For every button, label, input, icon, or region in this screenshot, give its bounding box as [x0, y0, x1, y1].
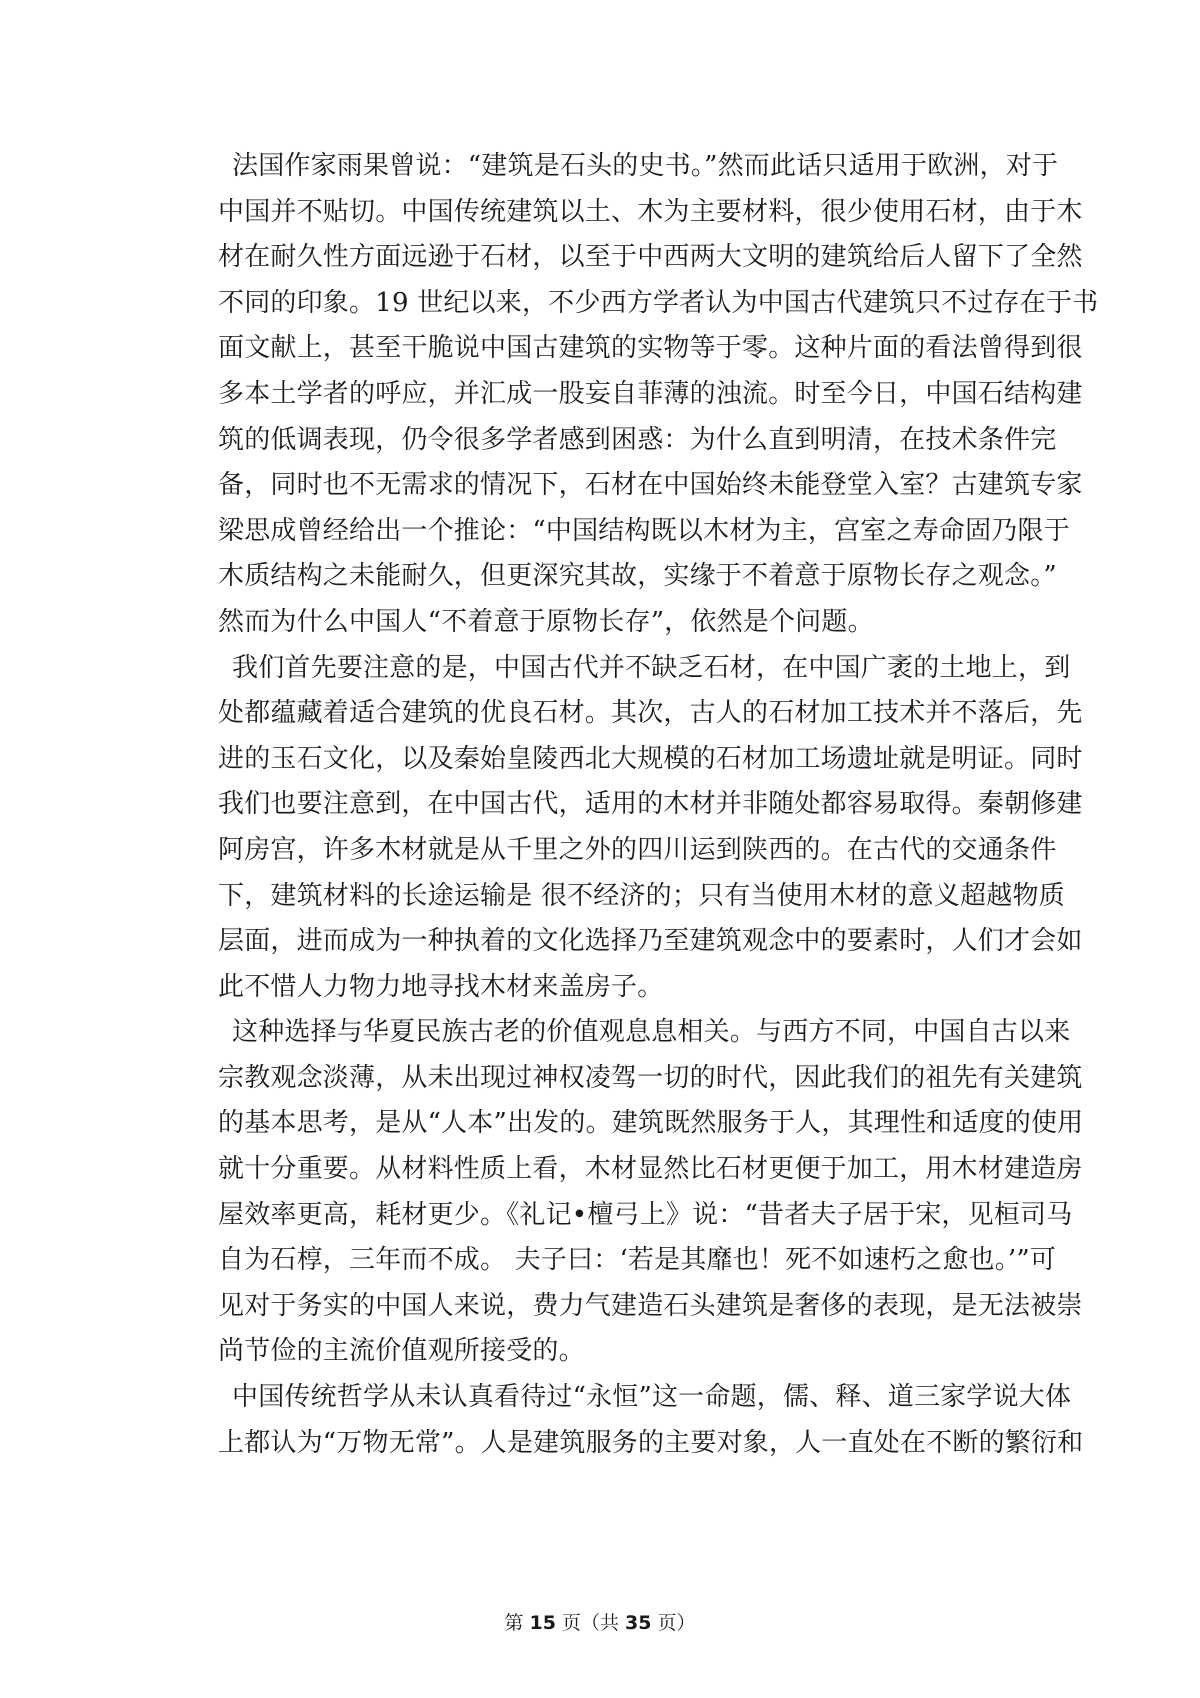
paragraph-3-line-2: 宗教观念淡薄，从未出现过神权凌驾一切的时代，因此我们的祖先有关建筑 [218, 1062, 1083, 1093]
footer-prefix: 第 [504, 1612, 524, 1634]
paragraph-3-line-7: 见对于务实的中国人来说，费力气建造石头建筑是奢侈的表现，是无法被崇 [218, 1290, 1083, 1321]
paragraph-1-line-4: 不同的印象。19 世纪以来，不少西方学者认为中国古代建筑只不过存在于书 [218, 287, 1099, 318]
paragraph-4-line-2: 上都认为“万物无常”。人是建筑服务的主要对象，人一直处在不断的繁衍和 [218, 1427, 1084, 1458]
paragraph-2-line-3: 进的玉石文化，以及秦始皇陵西北大规模的石材加工场遗址就是明证。同时 [218, 743, 1083, 774]
paragraph-1-line-6: 多本土学者的呼应，并汇成一股妄自菲薄的浊流。时至今日，中国石结构建 [218, 378, 1083, 409]
paragraph-2-line-8: 此不惜人力物力地寻找木材来盖房子。 [218, 971, 664, 1002]
footer-mid: 页（共 [561, 1612, 619, 1634]
paragraph-1-line-7: 筑的低调表现，仍令很多学者感到困惑：为什么直到明清，在技术条件完 [218, 424, 1057, 455]
paragraph-2-line-2: 处都蕴藏着适合建筑的优良石材。其次，古人的石材加工技术并不落后，先 [218, 698, 1083, 729]
paragraph-3-line-5: 屋效率更高，耗材更少。《礼记•檀弓上》说：“昔者夫子居于宋，见桓司马 [218, 1199, 1073, 1230]
paragraph-3-line-6: 自为石椁，三年而不成。 夫子曰：‘若是其靡也！死不如速朽之愈也。’”可 [218, 1245, 1057, 1276]
paragraph-1-line-5: 面文献上，甚至干脆说中国古建筑的实物等于零。这种片面的看法曾得到很 [218, 333, 1083, 364]
paragraph-3-line-8: 尚节俭的主流价值观所接受的。 [218, 1336, 585, 1367]
paragraph-2-line-6: 下，建筑材料的长途运输是 很不经济的；只有当使用木材的意义超越物质 [218, 880, 1065, 911]
paragraph-2-line-7: 层面，进而成为一种执着的文化选择乃至建筑观念中的要素时，人们才会如 [218, 926, 1083, 957]
paragraph-3-line-3: 的基本思考，是从“人本”出发的。建筑既然服务于人，其理性和适度的使用 [218, 1108, 1084, 1139]
paragraph-2-line-4: 我们也要注意到，在中国古代，适用的木材并非随处都容易取得。秦朝修建 [218, 789, 1083, 820]
paragraph-1-line-11: 然而为什么中国人“不着意于原物长存”，依然是个问题。 [218, 606, 874, 637]
page-footer [0, 1608, 1200, 1635]
paragraph-2-line-5: 阿房宫，许多木材就是从千里之外的四川运到陕西的。在古代的交通条件 [218, 834, 1057, 865]
current-page-number: 15 [529, 1612, 556, 1634]
paragraph-3-line-1: 这种选择与华夏民族古老的价值观息息相关。与西方不同，中国自古以来 [232, 1017, 1071, 1048]
footer-suffix: 页） [657, 1612, 696, 1634]
paragraph-1-line-8: 备，同时也不无需求的情况下，石材在中国始终未能登堂入室？古建筑专家 [218, 470, 1083, 501]
paragraph-1-line-2: 中国并不贴切。中国传统建筑以土、木为主要材料，很少使用石材，由于木 [218, 196, 1083, 227]
body-text [218, 144, 1099, 1466]
paragraph-1-line-9: 梁思成曾经给出一个推论：“中国结构既以木材为主，宫室之寿命固乃限于 [218, 515, 1070, 546]
paragraph-1-line-1: 法国作家雨果曾说：“建筑是石头的史书。”然而此话只适用于欧洲，对于 [232, 151, 1059, 181]
total-page-count: 35 [625, 1612, 652, 1634]
paragraph-1-line-10: 木质结构之未能耐久，但更深究其故，实缘于不着意于原物长存之观念。” [218, 561, 1057, 592]
paragraph-2-line-1: 我们首先要注意的是，中国古代并不缺乏石材，在中国广袤的土地上，到 [232, 652, 1071, 683]
paragraph-4-line-1: 中国传统哲学从未认真看待过“永恒”这一命题，儒、释、道三家学说大体 [232, 1382, 1072, 1413]
paragraph-3-line-4: 就十分重要。从材料性质上看，木材显然比石材更便于加工，用木材建造房 [218, 1154, 1083, 1185]
paragraph-1-line-3: 材在耐久性方面远逊于石材，以至于中西两大文明的建筑给后人留下了全然 [218, 242, 1083, 273]
